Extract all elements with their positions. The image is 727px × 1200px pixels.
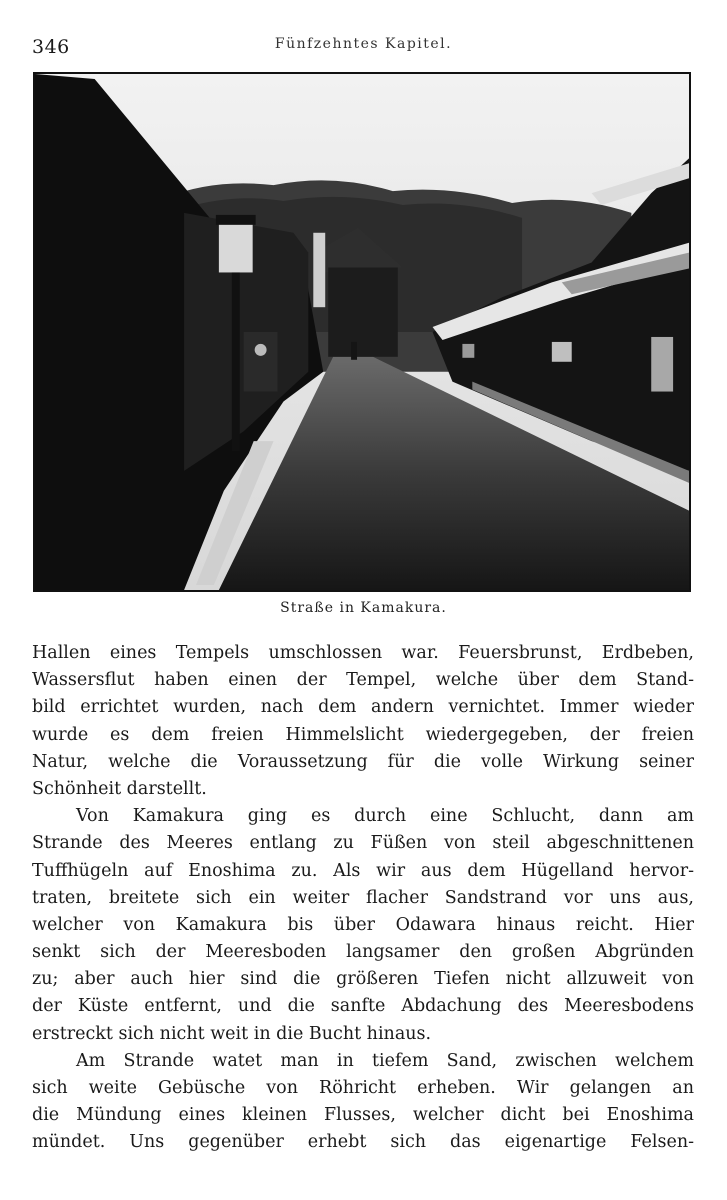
street-photo-illustration [35,74,689,590]
text-line: Am Strande watet man in tiefem Sand, zwischen welchem [76,1050,694,1071]
running-head: Fünfzehntes Kapitel. [274,36,453,52]
text-line: der Küste entfernt, und die sanfte Abdachung des Meeresbodens [32,996,694,1017]
text-line: Strande des Meeres entlang zu Füßen von steil abgeschnittenen [32,833,694,854]
page-number: 346 [32,36,70,58]
text-line: erstreckt sich nicht weit in die Bucht hinaus. [32,1023,432,1044]
street-photograph [33,72,691,592]
text-line: Tuffhügeln auf Enoshima zu. Als wir aus dem Hügelland hervor- [32,860,694,881]
text-line: zu; aber auch hier sind die größeren Tiefen nicht allzuweit von [32,969,694,990]
text-line: traten, breitete sich ein weiter flacher Sandstrand vor uns aus, [32,887,694,908]
text-line: wurde es dem freien Himmelslicht wiedergegeben, der freien [32,724,694,745]
text-line: senkt sich der Meeresboden langsamer den großen Abgründen [32,942,694,963]
text-line: die Mündung eines kleinen Flusses, welcher dicht bei Enoshima [32,1105,694,1126]
text-line: Von Kamakura ging es durch eine Schlucht, dann am [76,806,694,827]
text-line: mündet. Uns gegenüber erhebt sich das eigenartige Felsen- [32,1132,694,1153]
text-line: Hallen eines Tempels umschlossen war. Feuersbrunst, Erdbeben, [32,643,694,663]
body-text [32,640,694,1157]
text-line: welcher von Kamakura bis über Odawara hinaus reicht. Hier [32,914,694,935]
text-line: Natur, welche die Voraussetzung für die volle Wirkung seiner [32,751,694,772]
text-line: sich weite Gebüsche von Röhricht erheben. Wir gelangen an [32,1078,694,1098]
text-line: bild errichtet wurden, nach dem andern vernichtet. Immer wieder [32,697,694,718]
text-line: Wassersflut haben einen der Tempel, welche über dem Stand- [32,670,694,691]
figure-caption: Straße in Kamakura. [280,600,447,616]
text-line: Schönheit darstellt. [32,778,207,799]
